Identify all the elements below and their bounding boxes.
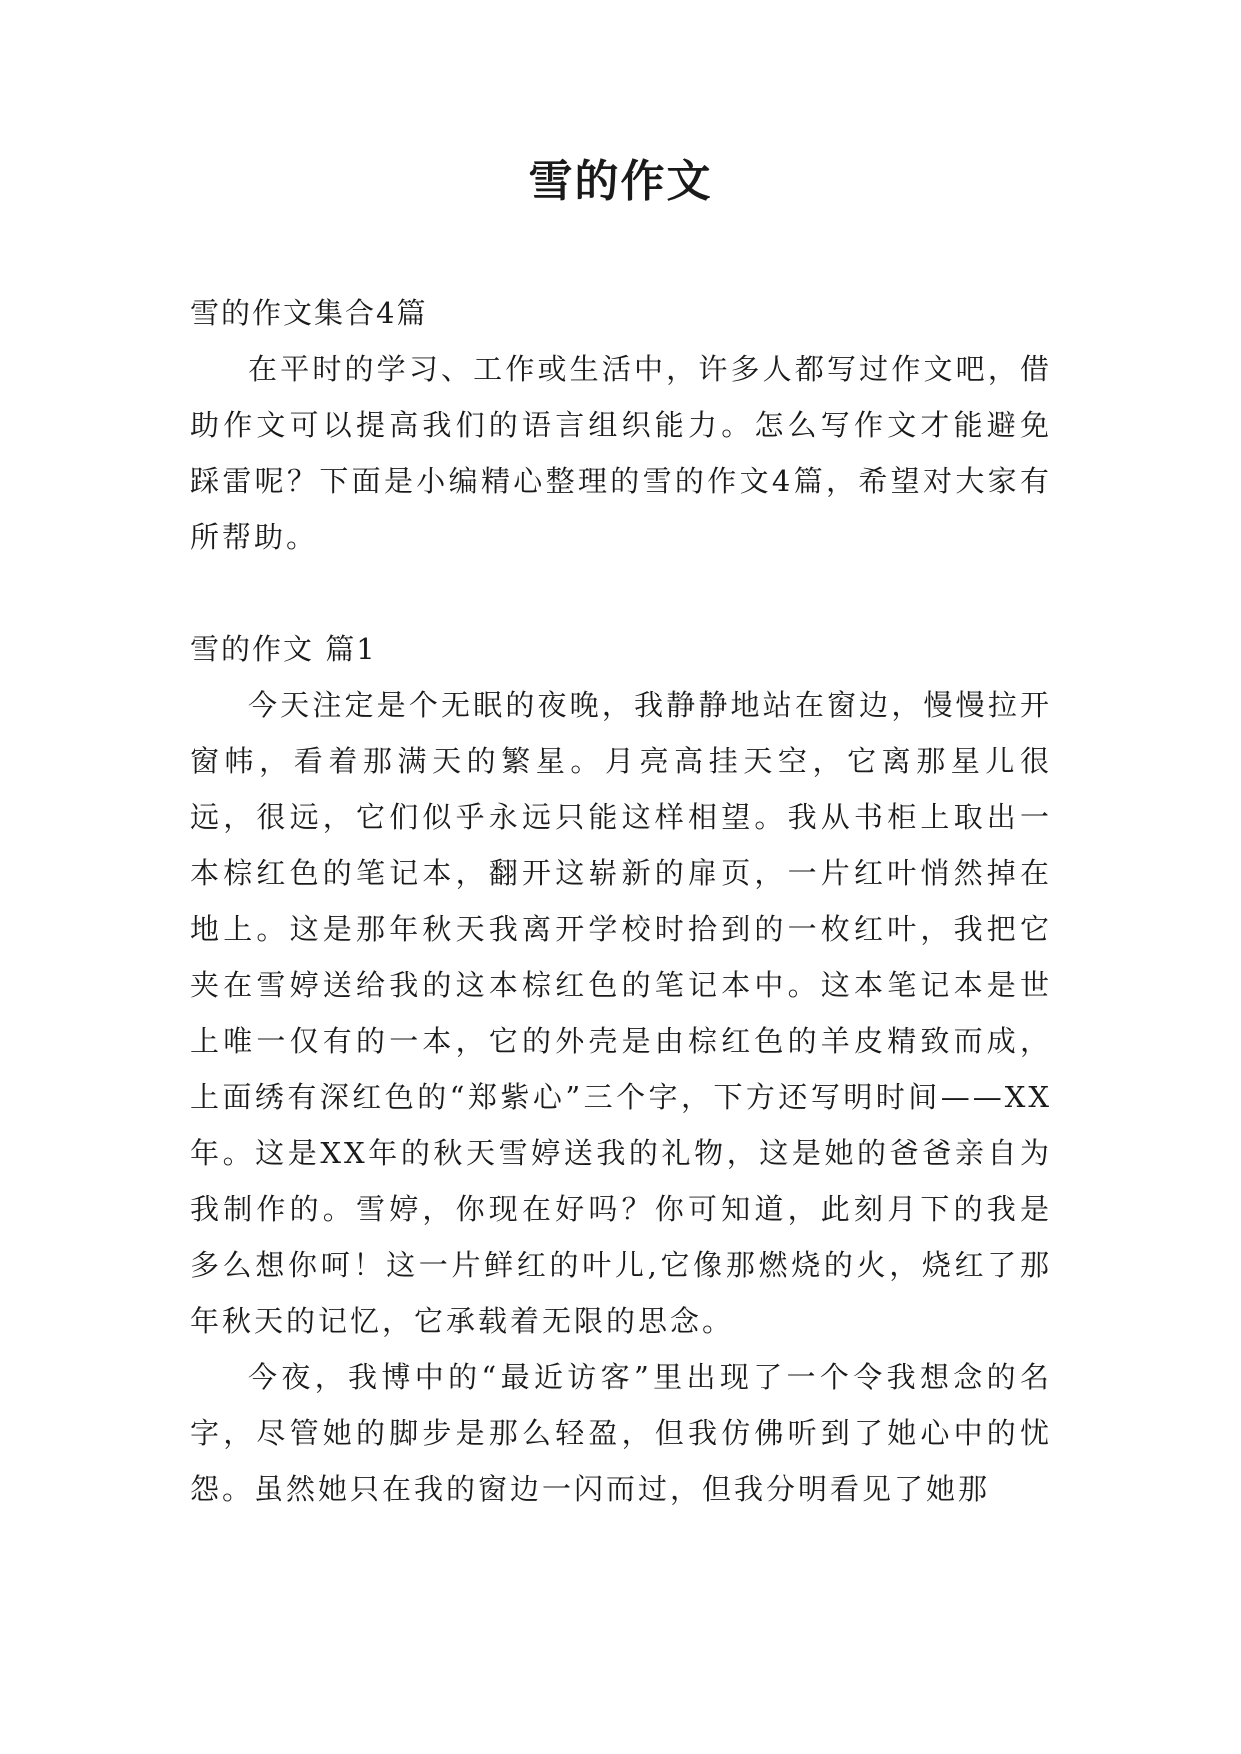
section-spacer <box>190 565 1052 621</box>
document-body <box>190 285 1052 1517</box>
intro-paragraph: 在平时的学习、工作或生活中，许多人都写过作文吧，借助作文可以提高我们的语言组织能力。怎么写作文才能避免踩雷呢？下面是小编精心整理的雪的作文4篇，希望对大家有所帮助。 <box>190 352 1052 554</box>
essay-paragraph-2: 今夜，我博中的“最近访客”里出现了一个令我想念的名字，尽管她的脚步是那么轻盈，但我仿佛听到了她心中的忧怨。虽然她只在我的窗边一闪而过，但我分明看见了她那 <box>190 1360 1052 1506</box>
section-heading: 雪的作文 篇1 <box>190 632 377 666</box>
document-title: 雪的作文 <box>528 156 713 207</box>
collection-heading: 雪的作文集合4篇 <box>190 296 428 330</box>
essay-paragraph-1: 今天注定是个无眠的夜晚，我静静地站在窗边，慢慢拉开窗帏，看着那满天的繁星。月亮高挂天空，它离那星儿很远，很远，它们似乎永远只能这样相望。我从书柜上取出一本棕红色的笔记本，翻开这崭新的扉页，一片红叶悄然掉在地上。这是那年秋天我离开学校时拾到的一枚红叶，我把它夹在雪婷送给我的这本棕红色的笔记本中。这本笔记本是世上唯一仅有的一本，它的外壳是由棕红色的羊皮精致而成，上面绣有深红色的“郑紫心”三个字，下方还写明时间——XX年。这是XX年的秋天雪婷送我的礼物，这是她的爸爸亲自为我制作的。雪婷，你现在好吗？你可知道，此刻月下的我是多么想你呵！这一片鲜红的叶儿,它像那燃烧的火，烧红了那年秋天的记忆，它承载着无限的思念。 <box>190 688 1052 1338</box>
